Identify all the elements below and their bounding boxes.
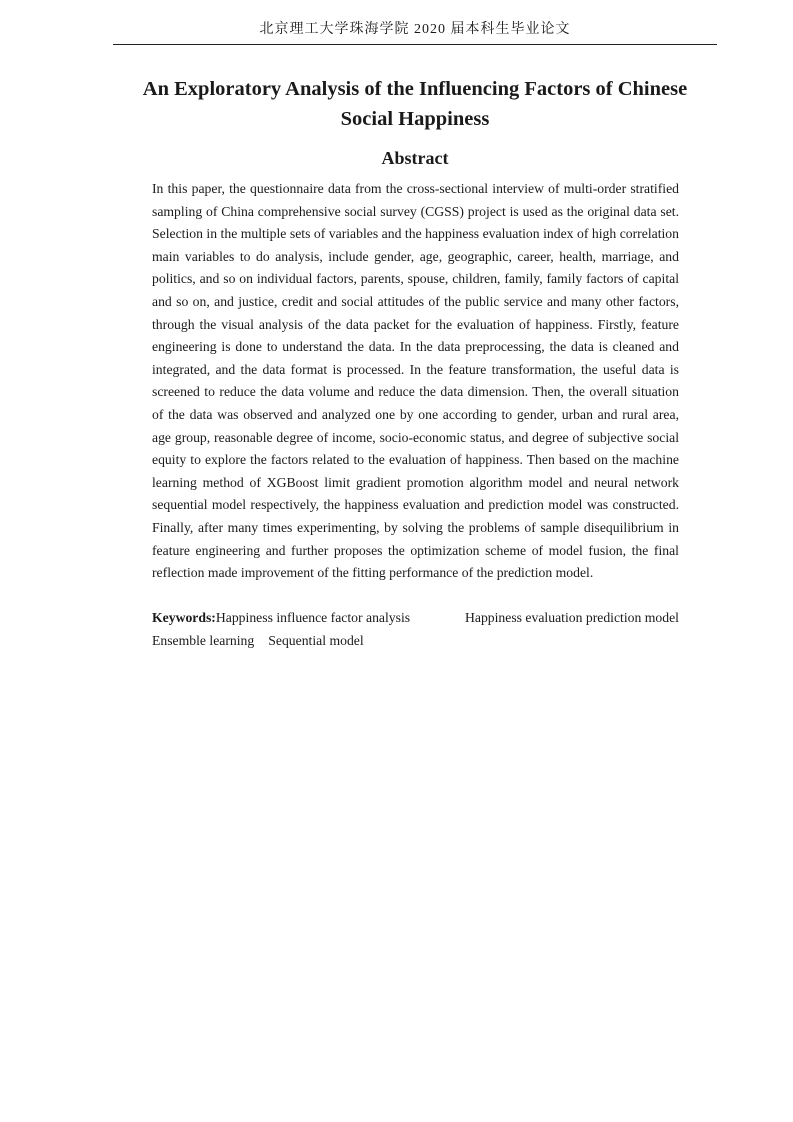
keyword-item: Sequential model [268,632,364,648]
keywords-row-2 [152,630,679,653]
keywords-row-1 [152,607,679,630]
keywords-section [152,607,679,652]
keywords-first-group [152,607,410,630]
paper-title [113,74,717,134]
keyword-item: Happiness influence factor analysis [215,610,411,625]
keywords-label: Keywords: [152,610,216,625]
paper-title-line-1: An Exploratory Analysis of the Influencing Factors of Chinese [142,78,688,100]
keyword-item: Ensemble learning [152,632,255,648]
abstract-body: In this paper, the questionnaire data from the cross-sectional interview of multi-order stratified sampling of China comprehensive social survey (CGSS) project is used as the original data set. Selection in the multiple sets of variables and the happiness evaluation index of high correlation main variables to do analysis, include gender, age, geographic, career, health, marriage, and politics, and so on individual factors, parents, spouse, children, family, family factors of capital and so on, and justice, credit and social attitudes of the public service and many other factors, through the visual analysis of the data packet for the evaluation of happiness. Firstly, feature engineering is done to understand the data. In the data preprocessing, the data is cleaned and integrated, and the data format is processed. In the feature transformation, the useful data is screened to reduce the data volume and reduce the data dimension. Then, the overall situation of the data was observed and analyzed one by one according to gender, urban and rural area, age group, reasonable degree of income, socio-economic status, and degree of subjective social equity to explore the factors related to the evaluation of happiness. Then based on the machine learning method of XGBoost limit gradient promotion algorithm model and neural network sequential model respectively, the happiness evaluation and prediction model was constructed. Finally, after many times experimenting, by solving the problems of sample disequilibrium in feature engineering and further proposes the optimization scheme of model fusion, the final reflection made improvement of the fitting performance of the prediction model. [152,181,679,581]
running-header: 北京理工大学珠海学院 2020 届本科生毕业论文 [259,22,571,37]
header-rule [113,44,717,45]
abstract-heading: Abstract [381,148,449,168]
keyword-item: Happiness evaluation prediction model [464,610,679,625]
paper-title-line-2: Social Happiness [340,108,490,130]
